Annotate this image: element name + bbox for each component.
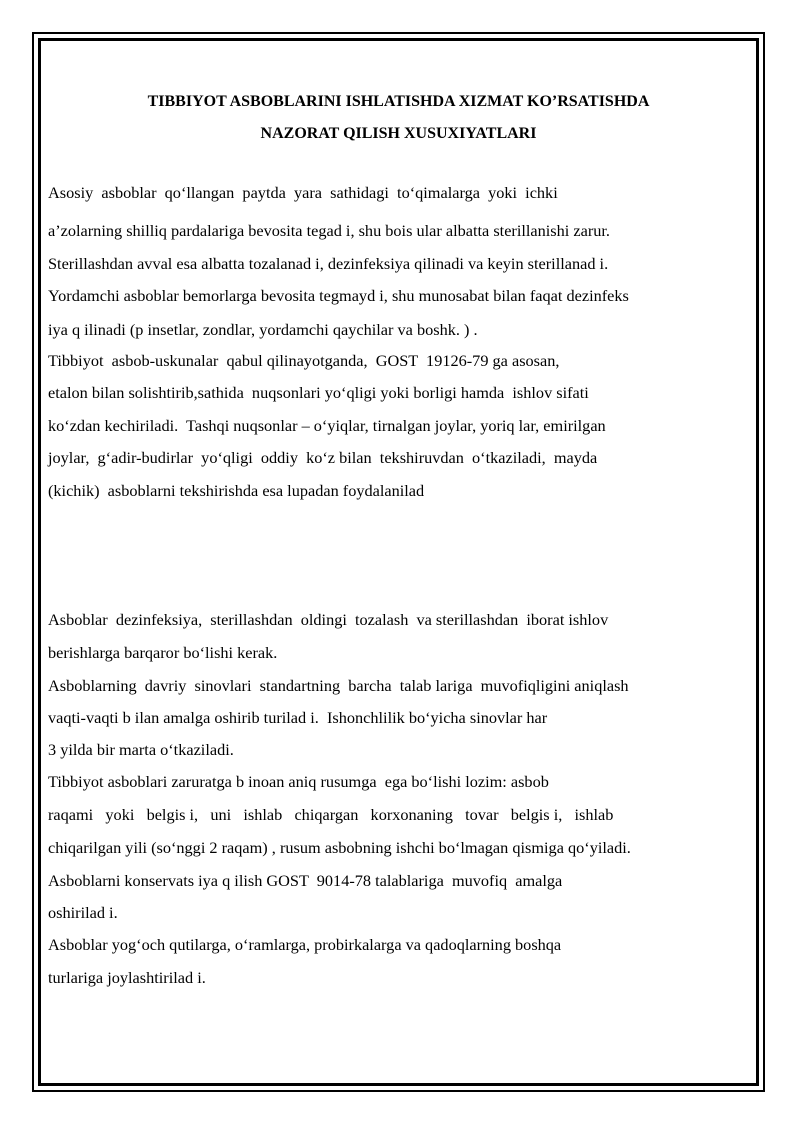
- paragraph-line: raqami yoki belgis i, uni ishlab chiqargan korxonaning tovar belgis i, ishlab: [48, 805, 614, 824]
- paragraph-line: a’zolarning shilliq pardalariga bevosita tegad i, shu bois ular albatta sterillanishi zarur.: [48, 221, 610, 240]
- paragraph-line: chiqarilgan yili (so‘nggi 2 raqam) , rusum asbobning ishchi bo‘lmagan qismiga qo‘yiladi.: [48, 838, 631, 857]
- paragraph-line: Sterillashdan avval esa albatta tozalanad i, dezinfeksiya qilinadi va keyin sterillanad i.: [48, 254, 609, 273]
- paragraph-line: 3 yilda bir marta o‘tkaziladi.: [48, 740, 234, 759]
- paragraph-line: Asboblar yog‘och qutilarga, o‘ramlarga, probirkalarga va qadoqlarning boshqa: [48, 935, 562, 954]
- document-title-line-2: NAZORAT QILISH XUSUXIYATLARI: [260, 125, 537, 142]
- paragraph-line: Asboblarning davriy sinovlari standartning barcha talab lariga muvofiqligini aniqlash: [48, 676, 629, 695]
- paragraph-line: ko‘zdan kechiriladi. Tashqi nuqsonlar – o‘yiqlar, tirnalgan joylar, yoriq lar, emirilgan: [48, 416, 606, 435]
- paragraph-line: iya q ilinadi (p insetlar, zondlar, yordamchi qaychilar va boshk. ) .: [48, 320, 478, 339]
- paragraph-line: Yordamchi asboblar bemorlarga bevosita tegmayd i, shu munosabat bilan faqat dezinfeks: [48, 286, 629, 305]
- paragraph-line: oshirilad i.: [48, 903, 118, 922]
- paragraph-line: vaqti-vaqti b ilan amalga oshirib turilad i. Ishonchlilik bo‘yicha sinovlar har: [48, 708, 548, 727]
- paragraph-line: Tibbiyot asboblari zaruratga b inoan aniq rusumga ega bo‘lishi lozim: asbob: [48, 772, 549, 791]
- paragraph-line: Asboblarni konservats iya q ilish GOST 9014-78 talablariga muvofiq amalga: [48, 871, 563, 890]
- paragraph-line: joylar, g‘adir-budirlar yo‘qligi oddiy ko‘z bilan tekshiruvdan o‘tkaziladi, mayda: [48, 448, 598, 467]
- paragraph-line: Tibbiyot asbob-uskunalar qabul qilinayotganda, GOST 19126-79 ga asosan,: [48, 351, 560, 370]
- paragraph-line: berishlarga barqaror bo‘lishi kerak.: [48, 643, 278, 662]
- paragraph-line: Asboblar dezinfeksiya, sterillashdan oldingi tozalash va sterillashdan iborat ishlov: [48, 610, 609, 629]
- paragraph-line: (kichik) asboblarni tekshirishda esa lupadan foydalanilad: [48, 481, 425, 500]
- paragraph-line: turlariga joylashtirilad i.: [48, 968, 206, 987]
- paragraph-line: etalon bilan solishtirib,sathida nuqsonlari yo‘qligi yoki borligi hamda ishlov sifati: [48, 383, 589, 402]
- paragraph-line: Asosiy asboblar qo‘llangan paytda yara sathidagi to‘qimalarga yoki ichki: [48, 183, 558, 202]
- document-title-line-1: TIBBIYOT ASBOBLARINI ISHLATISHDA XIZMAT KO’RSATISHDA: [147, 93, 650, 110]
